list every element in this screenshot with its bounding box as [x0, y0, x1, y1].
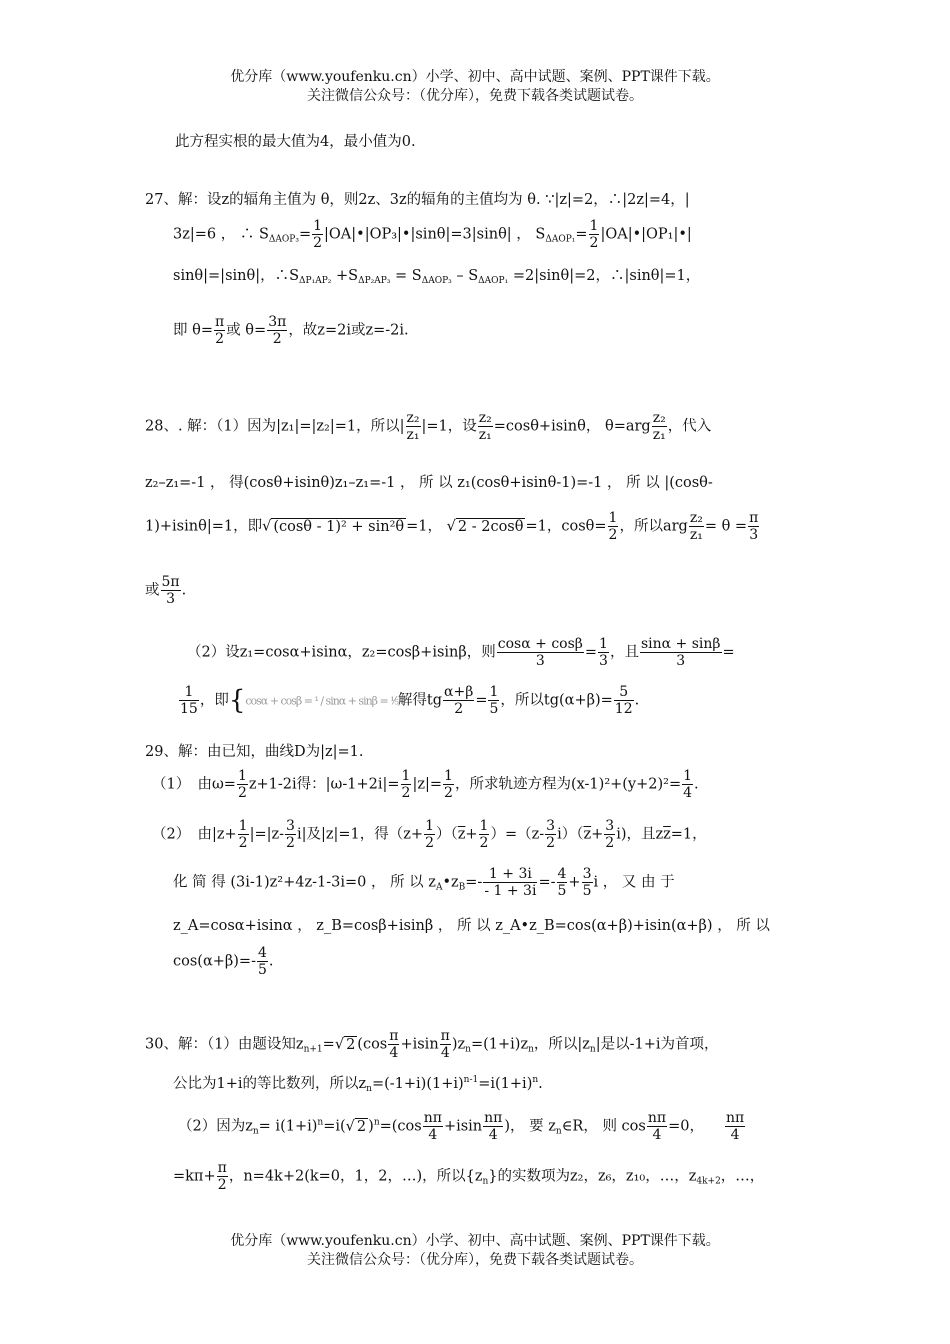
fraction-one-fifteenth: $\frac{1}{15}$	[180, 684, 198, 717]
fraction-5pi-over-3: $\frac{5\pi}{3}$	[161, 574, 180, 607]
fraction-sin-sum: $\frac{\sin\alpha + \sin\beta}{3}$	[640, 636, 721, 669]
footer-line-2: 关注微信公众号：（优分库），免费下载各类试题试卷。	[307, 1252, 643, 1268]
p28-line-4: 或 $\frac{5\pi}{3}$ .	[145, 574, 187, 607]
p28-line-6: $\frac{1}{15}$ ，即{cosα + cosβ = ¹ / sinα + sinβ = ¹⁄₅解得tg $\frac{\alpha+\beta}{2}$ = $\frac{1}{5}$ ，所以tg(α+β)= $\frac{5}{12}$ .	[180, 684, 640, 717]
fraction-pi-over-2: $\frac{\pi}{2}$	[215, 314, 225, 347]
p27-line-3: sinθ|=|sinθ|，$\therefore S_{\Delta P_1AP_2} +S_{\Delta P_2AP_3} = S_{\Delta AOP_3} - S_{\Delta AOP_1} =2|\sin\theta|=2$，∴|sinθ|=1，	[173, 268, 701, 286]
p27-line-2: 3z|=6 ， ∴ $S_{\Delta AOP_3}=$ $\frac{1}{2}$ |OA|•|OP₃|•|sinθ|=3|sinθ| ， $S_{\Delta AOP_1}=$ $\frac{1}{2}$ |OA|•|OP₁|•|	[173, 218, 692, 251]
p28-line-1: 28、. 解：（1）因为|z₁|=|z₂|=1，所以| $\frac{\text{z₂}}{\text{z₁}}$ |=1，设 $\frac{\text{z₂}}{\text{z₁}}$ =cosθ+isinθ， θ=arg $\frac{\text{z₂}}{\text{z₁}}$ ，代入	[145, 410, 712, 443]
p28-line-5: （2）设z₁=cosα+isinα，z₂=cosβ+isinβ，则 $\frac{\cos\alpha + \cos\beta}{3}$ = $\frac{1}{3}$ ，且 $\frac{\sin\alpha + \sin\beta}{3}$ =	[187, 636, 735, 669]
fraction-pi-over-3: $\frac{\pi}{3}$	[749, 510, 759, 543]
p29-line-4: 化 简 得 (3i-1)z²+4z-1-3i=0 ， 所 以 $z_A•z_B=-$ $\frac{1 + 3i}{- 1 + 3i}$ =- $\frac{4}{5}$ + $\frac{3}{5}$ i ， 又 由 于	[173, 866, 675, 899]
fraction-five-twelfths: $\frac{5}{12}$	[614, 684, 633, 717]
p30-line-1: 30、解：（1）由题设知$z_{n+1}=√$ 2 (cos $\frac{\pi}{4}$ +isin $\frac{\pi}{4}$ )$z_n=(1+i)z_n$，所以$|z_n|$是以-1+i为首项，	[145, 1028, 719, 1061]
header-line-2: 关注微信公众号：（优分库），免费下载各类试题试卷。	[307, 88, 643, 104]
p29-line-1: 29、解：由已知，曲线D为|z|=1.	[145, 744, 364, 760]
fraction-z2-over-z1: $\frac{\text{z₂}}{\text{z₁}}$	[478, 410, 492, 443]
p27-line-4: 即 θ= $\frac{\pi}{2}$ 或 θ= $\frac{3\pi}{2}$ ，故z=2i或z=-2i.	[173, 314, 409, 347]
fraction-half: $\frac{1}{2}$	[313, 218, 323, 251]
blurred-system-equations: cosα + cosβ = ¹ / sinα + sinβ = ¹⁄₅	[245, 694, 398, 708]
fraction-half: $\frac{1}{2}$	[608, 510, 618, 543]
p29-line-3: （2） 由|z+ $\frac{1}{2}$ |=|z- $\frac{3}{2}$ i|及|z|=1，得（z+ $\frac{1}{2}$ ）（$\overline{z}+$ $\frac{1}{2}$ ）=（z- $\frac{3}{2}$ $i)(\overline{z}+$ $\frac{3}{2}$ i)，且$z\overline{z}=1$，	[152, 818, 707, 851]
p29-line-6: cos(α+β)=- $\frac{4}{5}$ .	[173, 945, 274, 978]
fraction-z2-over-z1: $\frac{\text{z₂}}{\text{z₁}}$	[689, 510, 703, 543]
fraction-3pi-over-2: $\frac{3\pi}{2}$	[268, 314, 287, 347]
p30-line-4: =kπ+ $\frac{\pi}{2}$ ，n=4k+2(k=0，1，2，…)，所以$\{z_n\}$的实数项为z₂，z₆，z₁₀，…，$z_{4k+2}$，…，	[173, 1160, 765, 1193]
p28-line-2: z₂–z₁=-1 ， 得(cosθ+isinθ)z₁–z₁=-1 ， 所 以 z₁(cosθ+isinθ-1)=-1 ， 所 以 |(cosθ-	[145, 475, 713, 491]
p29-line-5: z_A=cosα+isinα ， z_B=cosβ+isinβ ， 所 以 z_A•z_B=cos(α+β)+isin(α+β) ， 所 以	[173, 918, 770, 934]
footer-watermark	[0, 1232, 950, 1270]
p28-line-3: 1)+isinθ|=1，即√ (cosθ - 1)² + sin²θ =1， √ 2 - 2cosθ =1，cosθ= $\frac{1}{2}$ ，所以arg $\frac{\text{z₂}}{\text{z₁}}$ = θ = $\frac{\pi}{3}$	[145, 510, 759, 543]
header-watermark-top	[0, 68, 950, 106]
fraction-cos-sum: $\frac{\cos\alpha + \cos\beta}{3}$	[497, 636, 583, 669]
fraction-z2-over-z1: $\frac{\text{z₂}}{\text{z₁}}$	[652, 410, 666, 443]
fraction-alpha-beta-over-2: $\frac{\alpha+\beta}{2}$	[444, 684, 474, 717]
p30-line-3: （2）因为$z_n= i(1+i)^n=i(√$ 2 )$^n$=(cos $\frac{n\pi}{4}$ +isin $\frac{n\pi}{4}$ )， 要 $z_n\in R$， 则 cos $\frac{n\pi}{4}$ =0， $\frac{n\pi}{4}$	[178, 1110, 745, 1143]
fraction-half: $\frac{1}{2}$	[589, 218, 599, 251]
p26-tail: 此方程实根的最大值为4，最小值为0.	[175, 134, 416, 150]
p27-line-1: 27、解：设z的辐角主值为 θ，则2z、3z的辐角的主值均为 θ. ∵|z|=2，∴|2z|=4，|	[145, 192, 690, 208]
fraction-one-fifth: $\frac{1}{5}$	[489, 684, 499, 717]
fraction-z2-over-abs-z1: $\frac{\text{z₂}}{\text{z₁}}$	[406, 410, 420, 443]
p30-line-2: 公比为1+i的等比数列，所以$z_n=(-1+i)(1+i)^{n-1}=i(1+i)^n$.	[173, 1075, 543, 1094]
fraction-one-third: $\frac{1}{3}$	[599, 636, 608, 669]
footer-line-1: 优分库（www.youfenku.cn）小学、初中、高中试题、案例、PPT课件下载。	[230, 1233, 720, 1249]
header-line-1: 优分库（www.youfenku.cn）小学、初中、高中试题、案例、PPT课件下载。	[230, 69, 720, 85]
p29-line-2: （1） 由ω= $\frac{1}{2}$ z+1-2i得：|ω-1+2i|= $\frac{1}{2}$ |z|= $\frac{1}{2}$ ，所求轨迹方程为(x-1)²+(y+2)²= $\frac{1}{4}$ .	[152, 768, 699, 801]
